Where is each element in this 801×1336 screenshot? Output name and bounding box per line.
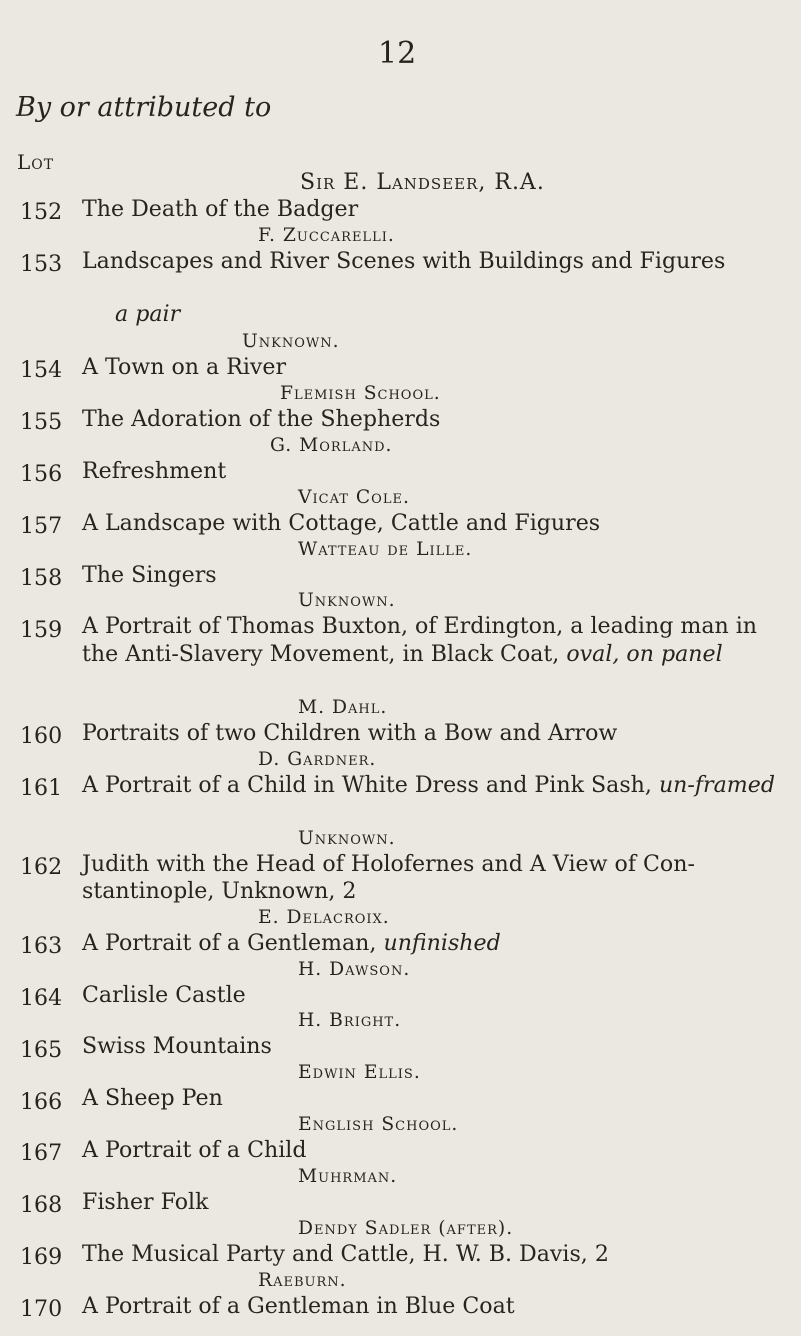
- lot-title-text: Judith with the Head of Holofernes and A View of Con-stantinople, Unknown, 2: [82, 850, 695, 904]
- artist-attribution: F. Zuccarelli.: [258, 224, 395, 246]
- lot-number: 159: [20, 616, 63, 643]
- lot-title: [82, 458, 794, 485]
- lot-title: [82, 1241, 794, 1268]
- lot-title-text: A Portrait of a Gentleman,: [82, 929, 377, 956]
- lot-title: [82, 406, 794, 433]
- artist-attribution: D. Gardner.: [258, 748, 377, 770]
- artist-attribution: H. Bright.: [298, 1010, 402, 1032]
- lot-number: 163: [20, 932, 63, 959]
- lot-title-text: A Portrait of a Gentleman in Blue Coat: [82, 1292, 515, 1319]
- lot-title-text: A Portrait of a Child: [82, 1137, 307, 1164]
- lot-title: [82, 720, 794, 747]
- lot-title-text: The Singers: [82, 561, 217, 588]
- lot-number: 161: [20, 774, 63, 801]
- artist-attribution: Muhrman.: [298, 1166, 398, 1188]
- lot-title: [82, 1085, 794, 1112]
- artist-attribution: Edwin Ellis.: [298, 1062, 421, 1084]
- artist-attribution: H. Dawson.: [298, 958, 411, 980]
- artist-attribution: Flemish School.: [280, 382, 441, 404]
- artist-attribution: English School.: [298, 1114, 459, 1136]
- artist-attribution: Watteau de Lille.: [298, 538, 473, 560]
- lot-number: 166: [20, 1088, 63, 1115]
- artist-attribution: Unknown.: [298, 827, 396, 849]
- lot-title: [82, 1033, 794, 1060]
- lot-title: [82, 248, 794, 275]
- lot-number: 170: [20, 1296, 63, 1323]
- lot-number: 164: [20, 984, 63, 1011]
- lot-number: 160: [20, 723, 63, 749]
- page-number: 12: [378, 36, 417, 71]
- lot-note: oval, on panel: [566, 640, 723, 667]
- lot-note: a pair: [115, 300, 181, 327]
- lot-title-text: A Town on a River: [82, 354, 287, 381]
- lot-number: 169: [20, 1244, 63, 1271]
- lot-title-text: The Musical Party and Cattle, H. W. B. Davis, 2: [82, 1240, 609, 1267]
- lot-title-text: A Portrait of Thomas Buxton, of Erdington, a leading man in the Anti-Slavery Movement, in Black Coat,: [82, 613, 758, 667]
- lot-title: [82, 354, 794, 381]
- lot-title: [82, 851, 794, 905]
- lot-number: 162: [20, 853, 63, 880]
- lot-number: 167: [20, 1140, 63, 1167]
- lot-title-text: Swiss Mountains: [82, 1033, 272, 1060]
- lot-title-text: A Sheep Pen: [82, 1085, 223, 1112]
- lot-title: [82, 1189, 794, 1216]
- lot-number: 165: [20, 1036, 63, 1063]
- artist-attribution: Vicat Cole.: [298, 486, 410, 508]
- lot-note: unfinished: [383, 929, 501, 956]
- lot-title-text: Landscapes and River Scenes with Buildings and Figures: [82, 247, 726, 274]
- lot-note: un-framed: [658, 771, 775, 798]
- artist-attribution: Sir E. Landseer, R.A.: [300, 170, 545, 195]
- catalogue-header: By or attributed to: [16, 92, 272, 123]
- lot-title: [82, 930, 794, 957]
- lot-number: 155: [20, 409, 63, 436]
- artist-attribution: G. Morland.: [270, 434, 393, 456]
- lot-title-text: Carlisle Castle: [82, 981, 246, 1008]
- lot-title-text: Refreshment: [82, 457, 227, 484]
- lot-title-text: Portraits of two Children with a Bow and Arrow: [82, 719, 618, 746]
- lot-number: 152: [20, 199, 63, 226]
- lot-title: [82, 1293, 794, 1320]
- artist-attribution: Unknown.: [298, 590, 396, 612]
- lot-number: 156: [20, 461, 63, 488]
- lot-title-text: The Death of the Badger: [82, 196, 359, 222]
- lot-title-text: The Adoration of the Shepherds: [82, 405, 441, 432]
- artist-attribution: E. Delacroix.: [258, 906, 390, 928]
- lot-title-text: Fisher Folk: [82, 1189, 209, 1216]
- lot-number: 153: [20, 251, 63, 278]
- artist-attribution: Unknown.: [242, 331, 340, 353]
- lot-title: [82, 1137, 794, 1164]
- lot-title: [82, 613, 794, 667]
- lot-number: 154: [20, 357, 63, 384]
- artist-attribution: Raeburn.: [258, 1269, 347, 1291]
- lot-title-text: A Landscape with Cottage, Cattle and Figures: [82, 509, 601, 536]
- lot-title-text: A Portrait of a Child in White Dress and Pink Sash,: [82, 771, 652, 798]
- lot-title: [82, 562, 794, 589]
- lot-number: 157: [20, 513, 63, 540]
- lot-title: [82, 982, 794, 1009]
- artist-attribution: Dendy Sadler (after).: [298, 1217, 514, 1239]
- lot-column-label: Lot: [17, 150, 55, 174]
- artist-attribution: M. Dahl.: [298, 696, 388, 718]
- lot-number: 158: [20, 564, 63, 591]
- lot-title: [82, 196, 794, 223]
- lot-number: 168: [20, 1192, 63, 1219]
- lot-title: [82, 510, 794, 537]
- lot-title: [82, 772, 794, 799]
